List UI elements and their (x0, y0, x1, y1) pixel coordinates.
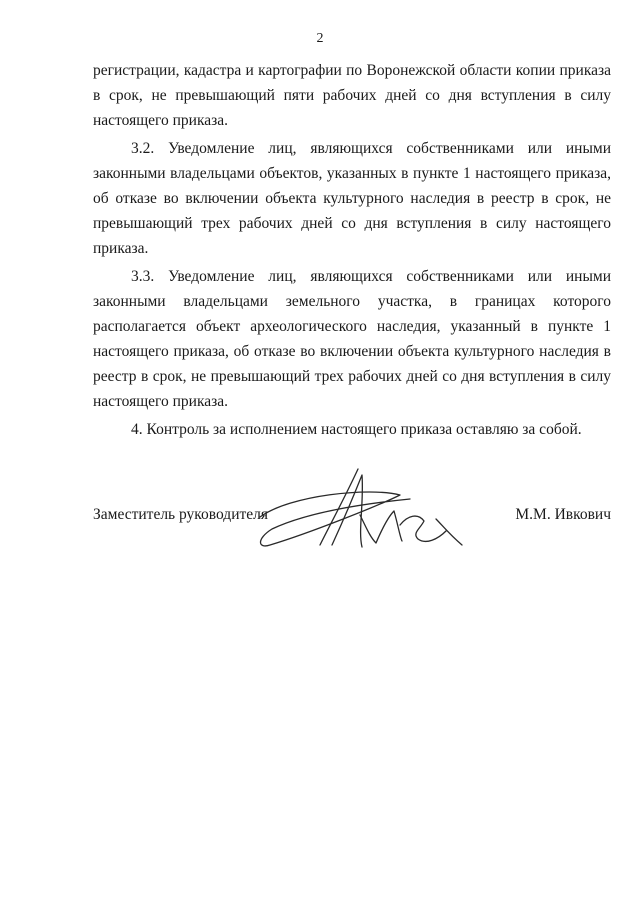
page-number: 2 (316, 31, 324, 46)
handwritten-signature (250, 455, 480, 555)
paragraph-continuation: регистрации, кадастра и картографии по Воронежской области копии приказа в срок, не превышающий пяти рабочих дней со дня вступления в силу настоящего приказа. (93, 62, 611, 129)
document-body (93, 58, 611, 442)
signer-title: Заместитель руководителя (93, 506, 269, 523)
signer-name: М.М. Ивкович (515, 506, 611, 523)
paragraph-4: 4. Контроль за исполнением настоящего приказа оставляю за собой. (131, 421, 582, 438)
paragraph-3-3: 3.3. Уведомление лиц, являющихся собственниками или иными законными владельцами земельного участка, в границах которого располагается объект археологического наследия, указанный в пункте 1 настоящего приказа, об отказе во включении объекта культурного наследия в реестр в срок, не превышающий трех рабочих дней со дня вступления в силу настоящего приказа. (93, 268, 611, 410)
paragraph-3-2: 3.2. Уведомление лиц, являющихся собственниками или иными законными владельцами объектов, указанных в пункте 1 настоящего приказа, об отказе во включении объекта культурного наследия в реестр в срок, не превышающий трех рабочих дней со дня вступления в силу настоящего приказа. (93, 140, 611, 257)
